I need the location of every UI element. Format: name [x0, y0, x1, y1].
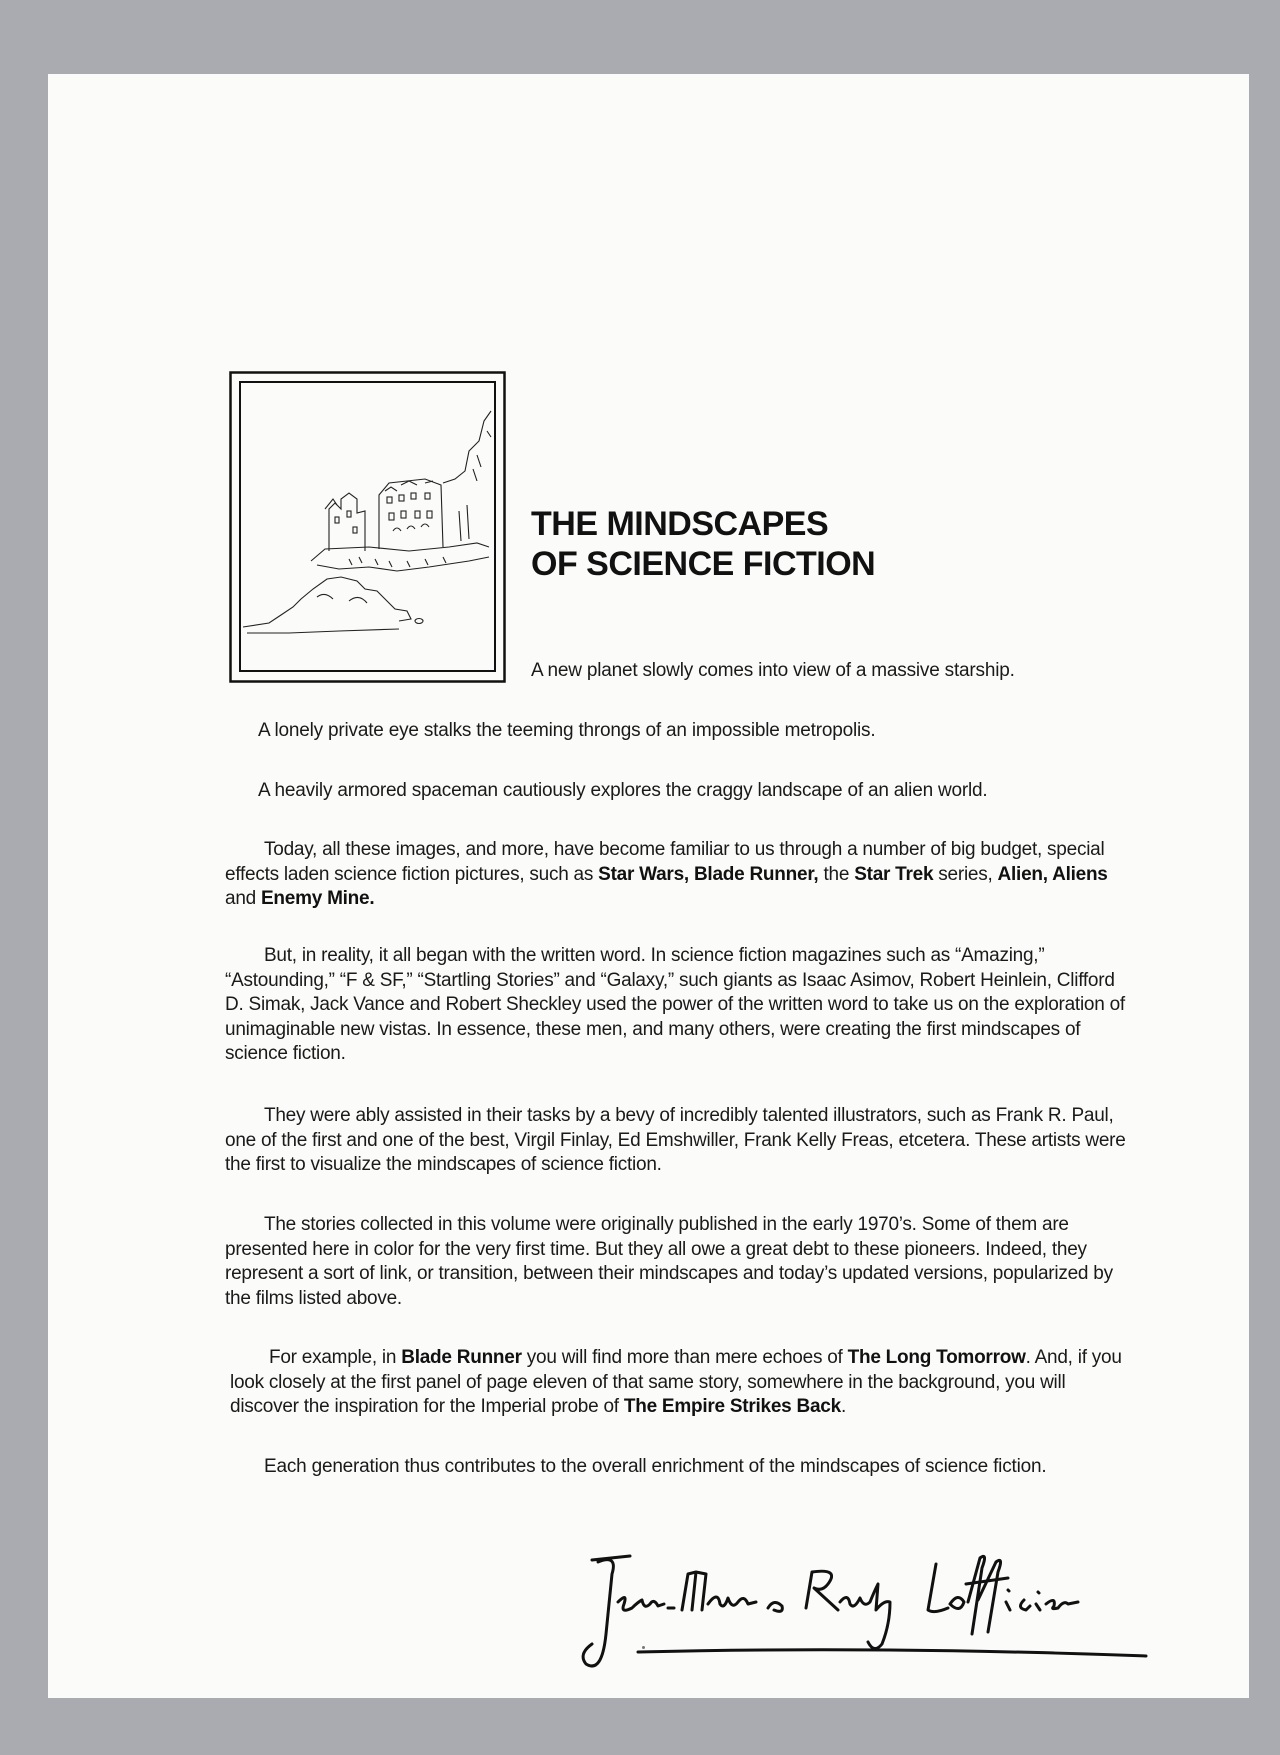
page-title	[531, 504, 875, 584]
paper-speck	[642, 1646, 645, 1649]
paragraph-6: Each generation thus contributes to the overall enrichment of the mindscapes of science fiction.	[264, 1456, 1047, 1477]
paragraph-1: Today, all these images, and more, have become familiar to us through a number of big budget, special effects laden science fiction pictures, such as Star Wars, Blade Runner, the Star Trek series, Alien, Aliens and Enemy Mine.	[225, 839, 1108, 909]
paragraph-3: They were ably assisted in their tasks by a bevy of incredibly talented illustrators, such as Frank R. Paul, one of the first and one of the best, Virgil Finlay, Ed Emshwiller, Frank Kelly Freas, etcetera. These artists were the first to visualize the mindscapes of science fiction.	[225, 1105, 1126, 1175]
intro-line-3: A heavily armored spaceman cautiously explores the craggy landscape of an alien world.	[258, 780, 988, 801]
castle-illustration	[229, 371, 506, 683]
page	[48, 74, 1249, 1698]
title-line-1: THE MINDSCAPES	[531, 505, 829, 543]
paragraph-5: For example, in Blade Runner you will find more than mere echoes of The Long Tomorrow. And, if you look closely at the first panel of page eleven of that same story, somewhere in the background, you will discover the inspiration for the Imperial probe of The Empire Strikes Back.	[230, 1347, 1122, 1417]
paragraph-2: But, in reality, it all began with the written word. In science fiction magazines such as “Amazing,” “Astounding,” “F & SF,” “Startling Stories” and “Galaxy,” such giants as Isaac Asimov, Robert Heinlein, Clifford D. Simak, Jack Vance and Robert Sheckley used the power of the written word to take us on the exploration of unimaginable new vistas. In essence, these men, and many others, were creating the first mindscapes of science fiction.	[225, 945, 1125, 1064]
intro-line-2: A lonely private eye stalks the teeming throngs of an impossible metropolis.	[258, 720, 876, 741]
lead-line: A new planet slowly comes into view of a massive starship.	[531, 660, 1015, 681]
title-line-2: OF SCIENCE FICTION	[531, 545, 876, 583]
paragraph-4: The stories collected in this volume were originally published in the early 1970’s. Some of them are presented here in color for the very first time. But they all owe a great debt to these pioneers. Indeed, they represent a sort of link, or transition, between their mindscapes and today’s updated versions, popularized by the films listed above.	[225, 1214, 1113, 1309]
handwritten-signature	[578, 1544, 1158, 1694]
